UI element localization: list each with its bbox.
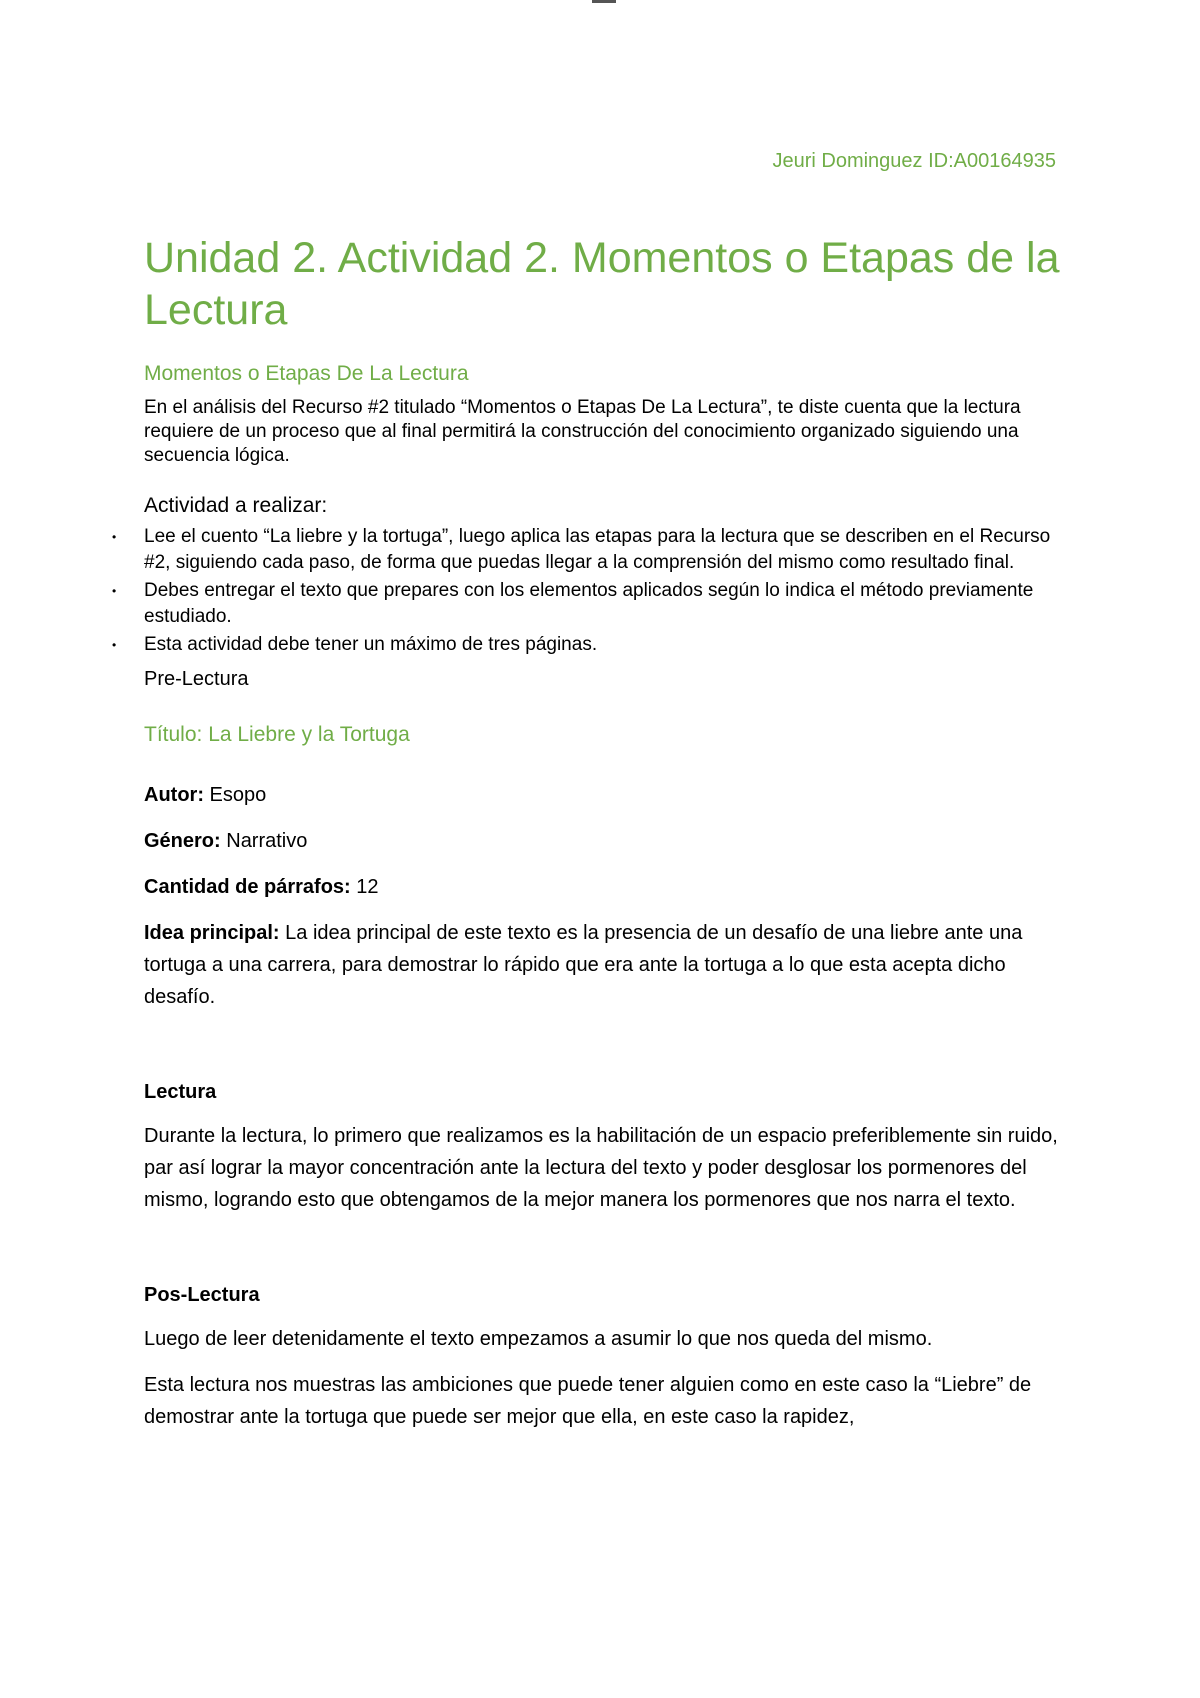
- field-value: Narrativo: [220, 830, 308, 852]
- activity-list: [112, 524, 1064, 658]
- field-value: 12: [350, 876, 379, 898]
- document-subtitle: Momentos o Etapas De La Lectura: [144, 362, 469, 385]
- intro-paragraph: En el análisis del Recurso #2 titulado “Momentos o Etapas De La Lectura”, te diste cuenta que la lectura requiere de un proceso que al final permitirá la construcción del conocimiento organizado siguiendo una secuencia lógica.: [144, 397, 1021, 466]
- list-item: [112, 578, 1064, 630]
- document-body: [112, 232, 1088, 1447]
- list-item-text: Lee el cuento “La liebre y la tortuga”, luego aplica las etapas para la lectura que se describen en el Recurso #2, siguiendo cada paso, de forma que puedas llegar a la comprensión del mismo como resultado final.: [144, 526, 1051, 573]
- genre-field: [144, 825, 1088, 857]
- author-field: [144, 779, 1088, 811]
- field-label: Cantidad de párrafos:: [144, 876, 351, 898]
- story-title: Título: La Liebre y la Tortuga: [144, 723, 410, 746]
- activity-heading: Actividad a realizar:: [144, 494, 328, 517]
- list-item: [112, 524, 1064, 576]
- list-item-text: Debes entregar el texto que prepares con los elementos aplicados según lo indica el método previamente estudiado.: [144, 580, 1034, 627]
- field-value: Esopo: [203, 784, 267, 806]
- field-label: Autor:: [144, 784, 204, 806]
- list-item: [112, 632, 1064, 658]
- field-label: Idea principal:: [144, 922, 280, 944]
- bullet-icon: •: [112, 530, 117, 544]
- bullet-icon: •: [112, 584, 117, 598]
- lectura-paragraph: Durante la lectura, lo primero que realizamos es la habilitación de un espacio preferiblemente sin ruido, par así lograr la mayor concentración ante la lectura del texto y poder desglosar los pormenores del mismo, logrando esto que obtengamos de la mejor manera los pormenores que nos narra el texto.: [144, 1125, 1058, 1211]
- poslectura-paragraph-2: Esta lectura nos muestras las ambiciones que puede tener alguien como en este caso la “Liebre” de demostrar ante la tortuga que puede ser mejor que ella, en este caso la rapidez,: [144, 1374, 1032, 1428]
- page-top-mark: [592, 0, 616, 3]
- bullet-icon: •: [112, 638, 117, 652]
- prelectura-label: Pre-Lectura: [144, 668, 249, 690]
- paragraph-count-field: [144, 871, 1088, 903]
- list-item-text: Esta actividad debe tener un máximo de tres páginas.: [144, 634, 598, 655]
- poslectura-heading: Pos-Lectura: [144, 1284, 260, 1306]
- header-author-id: Jeuri Dominguez ID:A00164935: [772, 150, 1056, 172]
- field-label: Género:: [144, 830, 221, 852]
- field-value: La idea principal de este texto es la presencia de un desafío de una liebre ante una tortuga a una carrera, para demostrar lo rápido que era ante la tortuga a lo que esta acepta dicho desafío.: [144, 922, 1023, 1008]
- poslectura-paragraph-1: Luego de leer detenidamente el texto empezamos a asumir lo que nos queda del mismo.: [144, 1328, 933, 1350]
- document-title: Unidad 2. Actividad 2. Momentos o Etapas de la Lectura: [144, 234, 1060, 334]
- main-idea-field: [144, 917, 1044, 1013]
- lectura-heading: Lectura: [144, 1081, 217, 1103]
